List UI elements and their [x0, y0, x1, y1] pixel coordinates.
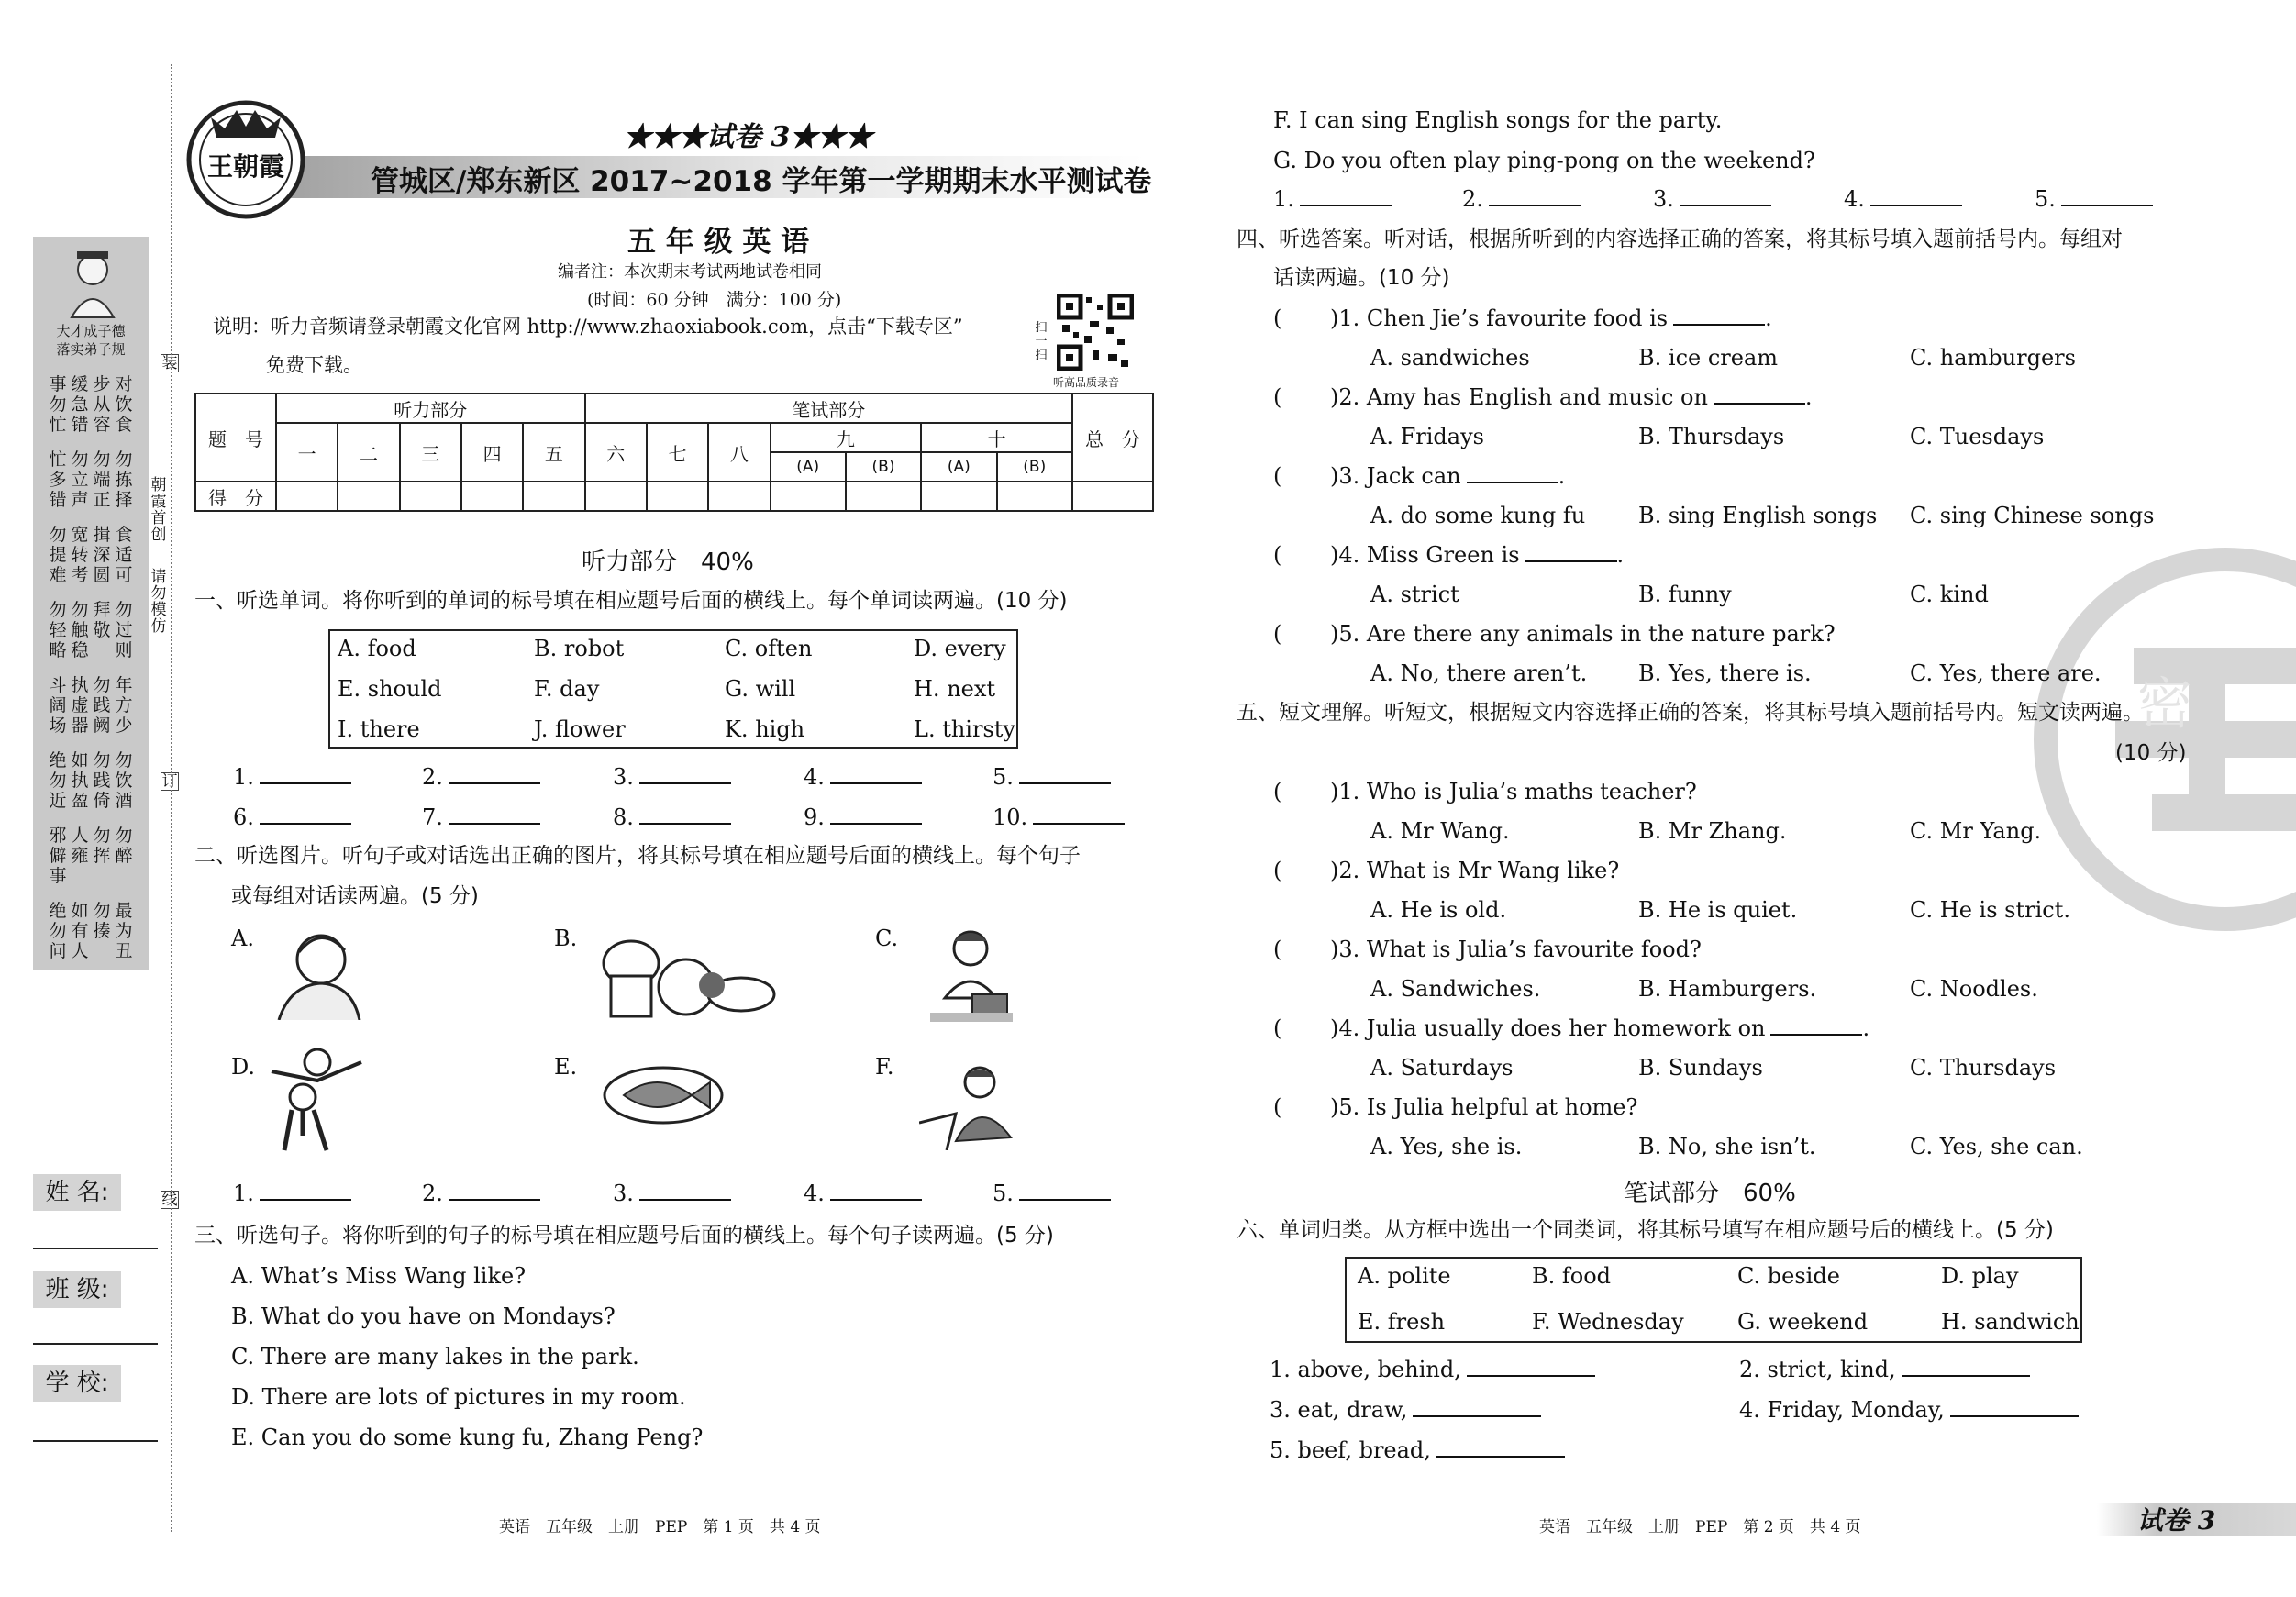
picture-label-c: C.	[875, 926, 899, 951]
part4-option-a[interactable]: A. strict	[1370, 582, 1459, 607]
motto-column: 勿触稳	[71, 600, 89, 660]
col-10b: (B)	[997, 452, 1072, 482]
part3-title: 三、听选句子。将你听到的句子的标号填在相应题号后面的横线上。每个句子读两遍。(5 分)	[194, 1224, 1054, 1248]
qr-caption: 听高品质录音	[1053, 376, 1120, 389]
listening-header: 听力部分	[276, 394, 585, 423]
part1-number: 2.	[422, 764, 443, 790]
part3-option-a: A. What’s Miss Wang like?	[231, 1263, 527, 1289]
part1-answer-item	[613, 804, 731, 831]
part5-paren: (	[1273, 1094, 1282, 1120]
part6-item-3-text: 3. eat, draw,	[1270, 1397, 1408, 1423]
motto-line-1: 大才成子德	[56, 323, 126, 339]
part1-answer-item	[233, 763, 351, 791]
part3-option-f: F. I can sing English songs for the party.	[1273, 107, 1723, 133]
motto-column: 拜敬	[93, 600, 111, 640]
part1-option: J. flower	[534, 716, 626, 742]
part6-answer-4[interactable]	[1950, 1415, 2079, 1417]
picture-label-a: A.	[231, 926, 254, 951]
score-cell[interactable]	[276, 482, 338, 511]
part1-answer-blank[interactable]	[639, 782, 731, 784]
part6-option: G. weekend	[1737, 1309, 1869, 1335]
motto-column: 勿立声	[71, 449, 89, 510]
part1-option: E. should	[338, 676, 442, 702]
part6-option: B. food	[1532, 1263, 1612, 1289]
writing-heading: 笔试部分 60%	[1624, 1180, 1796, 1207]
picture-label-b: B.	[554, 926, 578, 951]
motto-column: 揖深圆	[93, 525, 111, 585]
part4-question-text: )1. Chen Jie’s favourite food is	[1330, 305, 1669, 331]
score-cell[interactable]	[338, 482, 399, 511]
score-cell[interactable]	[921, 482, 996, 511]
part1-answer-blank[interactable]	[449, 823, 540, 825]
binding-mark-ding: 订	[161, 772, 178, 791]
score-cell[interactable]	[585, 482, 647, 511]
footer-right: 英语 五年级 上册 PEP 第 2 页 共 4 页	[1539, 1518, 1861, 1536]
part4-question-period: .	[1804, 384, 1813, 410]
part2-answer-blank[interactable]	[449, 1199, 540, 1201]
part1-number: 4.	[804, 764, 825, 790]
part5-option-a[interactable]: A. He is old.	[1370, 897, 1507, 923]
col-9: 九	[771, 423, 922, 452]
part6-item-4-text: 4. Friday, Monday,	[1739, 1397, 1945, 1423]
part6-item-5-text: 5. beef, bread,	[1270, 1437, 1431, 1463]
picture-dogs-ball	[594, 921, 778, 1020]
part1-answer-blank[interactable]	[830, 823, 922, 825]
part4-option-a[interactable]: A. do some kung fu	[1370, 503, 1586, 528]
part2-item	[422, 1180, 540, 1207]
part5-question-text: )5. Is Julia helpful at home?	[1330, 1094, 1638, 1120]
motto-column: 事勿忙	[49, 374, 67, 435]
col-10: 十	[921, 423, 1072, 452]
instruction-line-2: 免费下载。	[266, 354, 362, 376]
part4-question-text: )3. Jack can	[1330, 463, 1461, 489]
part5-question	[1330, 936, 1702, 963]
motto-column: 勿揍	[93, 901, 111, 941]
part6-answer-3[interactable]	[1413, 1415, 1541, 1417]
name-label: 姓 名:	[33, 1174, 121, 1211]
motto-column: 绝勿近	[49, 750, 67, 811]
part1-answer-item	[804, 804, 922, 831]
part4-option-b[interactable]: B. funny	[1638, 582, 1732, 607]
part4-option-b[interactable]: B. ice cream	[1638, 345, 1779, 371]
picture-boy-climbing	[919, 1059, 1020, 1150]
col-9b: (B)	[846, 452, 921, 482]
part4-question-text: )4. Miss Green is	[1330, 542, 1520, 568]
subject-title: 五 年 级 英 语	[627, 226, 810, 259]
motto-column: 勿饮酒	[115, 750, 133, 811]
motto-column: 人雍	[71, 826, 89, 866]
row-label: 题 号	[195, 394, 276, 482]
part2-number: 5.	[993, 1181, 1014, 1206]
part3-answer-blank[interactable]	[1489, 205, 1581, 206]
part1-number: 6.	[233, 804, 254, 830]
part4-question-blank[interactable]	[1673, 324, 1765, 326]
score-cell[interactable]	[771, 482, 846, 511]
part1-option: H. next	[914, 676, 996, 702]
score-cell[interactable]	[846, 482, 921, 511]
col-8: 八	[708, 423, 770, 482]
score-cell[interactable]	[708, 482, 770, 511]
part2-answer-blank[interactable]	[830, 1199, 922, 1201]
motto-column: 勿践阙	[93, 675, 111, 736]
part6-item-2	[1739, 1356, 2030, 1383]
motto-column: 勿过则	[115, 600, 133, 660]
part1-answer-item	[233, 804, 351, 831]
part5-option-c[interactable]: C. Noodles.	[1910, 976, 2038, 1002]
part6-option: H. sandwich	[1941, 1309, 2080, 1335]
part5-option-c[interactable]: C. He is strict.	[1910, 897, 2070, 923]
part5-question	[1330, 1015, 1869, 1042]
part5-question	[1330, 857, 1619, 884]
part3-item	[1653, 185, 1771, 213]
part6-item-4	[1739, 1396, 2079, 1424]
part1-option: G. will	[725, 676, 796, 702]
motto-column: 勿践倚	[93, 750, 111, 811]
footer-left: 英语 五年级 上册 PEP 第 1 页 共 4 页	[499, 1518, 821, 1536]
part4-paren: (	[1273, 384, 1282, 410]
part5-option-b[interactable]: B. No, she isn’t.	[1638, 1134, 1816, 1159]
part3-item	[1462, 185, 1581, 213]
part1-answer-item	[804, 763, 922, 791]
motto-line-2: 落实弟子规	[56, 341, 126, 358]
part4-option-a[interactable]: A. No, there aren’t.	[1370, 660, 1588, 686]
part1-answer-blank[interactable]	[830, 782, 922, 784]
footer-badge: 试卷 3	[2137, 1505, 2216, 1536]
part5-question-text: )1. Who is Julia’s maths teacher?	[1330, 779, 1697, 804]
part4-option-c[interactable]: C. kind	[1910, 582, 1989, 607]
part5-question-text: )4. Julia usually does her homework on	[1330, 1015, 1766, 1041]
part5-question-period: .	[1862, 1015, 1870, 1041]
score-label: 得 分	[195, 482, 276, 511]
name-field[interactable]	[33, 1248, 158, 1249]
part1-option: K. high	[725, 716, 805, 742]
motto-column: 最为丑	[115, 901, 133, 961]
binding-mark-zhuang: 装	[161, 354, 178, 372]
part6-item-1	[1270, 1356, 1595, 1383]
part6-option: A. polite	[1358, 1263, 1451, 1289]
motto-column: 缓急错	[71, 374, 89, 435]
part1-answer-item	[993, 804, 1125, 831]
part3-option-d: D. There are lots of pictures in my room.	[231, 1384, 686, 1410]
part4-question	[1330, 462, 1565, 490]
score-cell[interactable]	[400, 482, 461, 511]
part6-option: D. play	[1941, 1263, 2019, 1289]
part3-number: 4.	[1844, 186, 1865, 212]
part6-option: E. fresh	[1358, 1309, 1446, 1335]
part1-option: F. day	[534, 676, 600, 702]
qr-code[interactable]	[1057, 294, 1134, 371]
part4-title-1: 四、听选答案。听对话，根据所听到的内容选择正确的答案，将其标号填入题前括号内。每组对	[1237, 227, 2123, 251]
part3-number: 3.	[1653, 186, 1674, 212]
school-label: 学 校:	[33, 1365, 121, 1402]
part4-option-a[interactable]: A. Fridays	[1370, 424, 1484, 449]
part5-option-b[interactable]: B. Hamburgers.	[1638, 976, 1817, 1002]
part2-item	[804, 1180, 922, 1207]
score-cell[interactable]	[523, 482, 584, 511]
motto-column: 宽转考	[71, 525, 89, 585]
col-6: 六	[585, 423, 647, 482]
part2-number: 4.	[804, 1181, 825, 1206]
part1-answer-blank[interactable]	[260, 823, 351, 825]
motto-column: 步从容	[93, 374, 111, 435]
part1-number: 9.	[804, 804, 825, 830]
part1-title: 一、听选单词。将你听到的单词的标号填在相应题号后面的横线上。每个单词读两遍。(10 分)	[194, 589, 1068, 613]
part1-number: 8.	[613, 804, 634, 830]
qr-side-label: 扫一扫	[1035, 321, 1048, 362]
col-4: 四	[461, 423, 523, 482]
part3-option-b: B. What do you have on Mondays?	[231, 1303, 616, 1329]
motto-column: 年方少	[115, 675, 133, 736]
part3-answer-blank[interactable]	[1680, 205, 1771, 206]
part1-answer-blank[interactable]	[639, 823, 731, 825]
part6-item-1-text: 1. above, behind,	[1270, 1357, 1461, 1382]
scholar-illustration	[53, 246, 132, 319]
part4-question-blank[interactable]	[1525, 560, 1617, 562]
binding-vertical-2: 请勿模仿	[150, 568, 167, 636]
part5-question	[1330, 1093, 1637, 1121]
part4-option-c[interactable]: C. Tuesdays	[1910, 424, 2045, 449]
part4-option-c[interactable]: C. Yes, there are.	[1910, 660, 2102, 686]
part2-answer-blank[interactable]	[260, 1199, 351, 1201]
part5-paren: (	[1273, 779, 1282, 804]
motto-column: 绝勿问	[49, 901, 67, 961]
part1-answer-blank[interactable]	[449, 782, 540, 784]
part6-answer-5[interactable]	[1436, 1456, 1565, 1458]
part4-paren: (	[1273, 305, 1282, 331]
motto-column: 如有人	[71, 901, 89, 961]
part1-answer-item	[422, 763, 540, 791]
part4-question-text: )5. Are there any animals in the nature park?	[1330, 621, 1836, 647]
part5-score: (10 分)	[2115, 741, 2187, 765]
col-2: 二	[338, 423, 399, 482]
part4-question-period: .	[1558, 463, 1566, 489]
part4-option-b[interactable]: B. sing English songs	[1638, 503, 1878, 528]
part2-answer-blank[interactable]	[639, 1199, 731, 1201]
part6-option: C. beside	[1737, 1263, 1840, 1289]
part4-question	[1330, 620, 1836, 648]
part3-answer-blank[interactable]	[2061, 205, 2153, 206]
part3-option-c: C. There are many lakes in the park.	[231, 1344, 639, 1370]
col-1: 一	[276, 423, 338, 482]
motto-column: 勿拣择	[115, 449, 133, 510]
part4-question	[1330, 383, 1813, 411]
part1-number: 3.	[613, 764, 634, 790]
motto-column: 执虚器	[71, 675, 89, 736]
part5-option-c[interactable]: C. Mr Yang.	[1910, 818, 2042, 844]
score-cell[interactable]	[647, 482, 708, 511]
paper-badge: ★★★试卷 3★★★	[624, 121, 873, 153]
part5-paren: (	[1273, 858, 1282, 883]
part5-title: 五、短文理解。听短文，根据短文内容选择正确的答案，将其标号填入题前括号内。短文读两遍。	[1237, 701, 2144, 725]
part5-option-b[interactable]: B. He is quiet.	[1638, 897, 1798, 923]
part4-title-2: 话读两遍。(10 分)	[1273, 266, 1450, 290]
part1-option: I. there	[338, 716, 420, 742]
picture-label-f: F.	[875, 1054, 894, 1080]
watermark-text: 密	[2137, 672, 2192, 737]
motto-column: 勿挥	[93, 826, 111, 866]
exam-title: 管城区/郑东新区 2017~2018 学年第一学期期末水平测试卷	[371, 165, 1152, 198]
part1-option: A. food	[338, 636, 416, 661]
part4-question	[1330, 541, 1624, 569]
picture-kung-fu	[266, 1044, 367, 1154]
binding-dashed-line	[171, 64, 172, 1532]
part3-option-g: G. Do you often play ping-pong on the weekend?	[1273, 148, 1815, 173]
part5-paren: (	[1273, 937, 1282, 962]
col-3: 三	[400, 423, 461, 482]
score-cell[interactable]	[461, 482, 523, 511]
part5-paren: (	[1273, 1015, 1282, 1041]
motto-column: 食适可	[115, 525, 133, 585]
part1-number: 7.	[422, 804, 443, 830]
col-5: 五	[523, 423, 584, 482]
editor-note: 编者注：本次期末考试两地试卷相同	[558, 262, 822, 282]
part4-option-b[interactable]: B. Yes, there is.	[1638, 660, 1812, 686]
part5-option-b[interactable]: B. Sundays	[1638, 1055, 1763, 1081]
part4-paren: (	[1273, 621, 1282, 647]
part2-answer-blank[interactable]	[1019, 1199, 1111, 1201]
part4-question-period: .	[1616, 542, 1625, 568]
motto-column: 斗阔场	[49, 675, 67, 736]
part1-option: L. thirsty	[914, 716, 1015, 742]
part1-answer-blank[interactable]	[1033, 823, 1125, 825]
picture-old-man	[272, 925, 363, 1020]
part5-question-blank[interactable]	[1770, 1034, 1862, 1036]
motto-column: 勿端正	[93, 449, 111, 510]
part3-answer-blank[interactable]	[1870, 205, 1962, 206]
picture-boy-writing	[930, 925, 1013, 1022]
part5-option-c[interactable]: C. Thursdays	[1910, 1055, 2057, 1081]
instruction-line-1: 说明：听力音频请登录朝霞文化官网 http://www.zhaoxiabook.com，点击“下载专区”	[213, 316, 963, 338]
part5-question-text: )2. What is Mr Wang like?	[1330, 858, 1620, 883]
part2-item	[993, 1180, 1111, 1207]
part4-question-period: .	[1765, 305, 1772, 331]
part2-item	[233, 1180, 351, 1207]
motto-column: 勿轻略	[49, 600, 67, 660]
part2-item	[613, 1180, 731, 1207]
motto-column: 对饮食	[115, 374, 133, 435]
part3-number: 5.	[2035, 186, 2056, 212]
part4-question-text: )2. Amy has English and music on	[1330, 384, 1708, 410]
picture-label-e: E.	[554, 1054, 578, 1080]
part3-option-e: E. Can you do some kung fu, Zhang Peng?	[231, 1425, 704, 1450]
class-label: 班 级:	[33, 1271, 121, 1308]
score-cell[interactable]	[1072, 482, 1153, 511]
part4-option-c[interactable]: C. hamburgers	[1910, 345, 2076, 371]
part4-question-blank[interactable]	[1467, 482, 1558, 483]
binding-vertical-1: 朝霞首创	[150, 476, 167, 544]
part6-answer-2[interactable]	[1902, 1375, 2030, 1377]
part1-answer-blank[interactable]	[260, 782, 351, 784]
picture-label-d: D.	[231, 1054, 256, 1080]
part5-option-a[interactable]: A. Saturdays	[1370, 1055, 1514, 1081]
part1-number: 10.	[993, 804, 1028, 830]
part1-option: B. robot	[534, 636, 625, 661]
col-7: 七	[647, 423, 708, 482]
score-table	[194, 393, 1154, 512]
school-field[interactable]	[33, 1440, 158, 1442]
part4-option-c[interactable]: C. sing Chinese songs	[1910, 503, 2155, 528]
time-score: (时间：60 分钟 满分：100 分)	[587, 290, 842, 310]
part1-option: D. every	[914, 636, 1006, 661]
motto-column: 忙多错	[49, 449, 67, 510]
listening-heading: 听力部分 40%	[582, 549, 754, 576]
part6-answer-1[interactable]	[1467, 1375, 1595, 1377]
motto-column: 邪僻事	[49, 826, 67, 886]
part2-number: 2.	[422, 1181, 443, 1206]
part4-option-b[interactable]: B. Thursdays	[1638, 424, 1785, 449]
part5-option-a[interactable]: A. Sandwiches.	[1370, 976, 1541, 1002]
part5-option-c[interactable]: C. Yes, she can.	[1910, 1134, 2083, 1159]
score-cell[interactable]	[997, 482, 1072, 511]
class-field[interactable]	[33, 1343, 158, 1345]
part1-answer-item	[993, 763, 1111, 791]
part1-answer-blank[interactable]	[1019, 782, 1111, 784]
part1-number: 1.	[233, 764, 254, 790]
motto-column: 勿醉	[115, 826, 133, 866]
part3-item	[1844, 185, 1962, 213]
part4-paren: (	[1273, 463, 1282, 489]
writing-header: 笔试部分	[585, 394, 1072, 423]
part3-number: 2.	[1462, 186, 1483, 212]
part5-option-a[interactable]: A. Yes, she is.	[1370, 1134, 1523, 1159]
motto-column: 如执盈	[71, 750, 89, 811]
part3-answer-blank[interactable]	[1300, 205, 1392, 206]
part4-question-blank[interactable]	[1714, 403, 1805, 405]
part1-answer-item	[613, 763, 731, 791]
part1-answer-item	[422, 804, 540, 831]
part1-option: C. often	[725, 636, 813, 661]
part3-item	[2035, 185, 2153, 213]
part6-title: 六、单词归类。从方框中选出一个同类词，将其标号填写在相应题号后的横线上。(5 分)	[1237, 1218, 2054, 1242]
total-header: 总 分	[1072, 394, 1153, 482]
part6-item-2-text: 2. strict, kind,	[1739, 1357, 1896, 1382]
part2-title-1: 二、听选图片。听句子或对话选出正确的图片，将其标号填在相应题号后面的横线上。每个句子	[194, 844, 1081, 868]
part2-number: 1.	[233, 1181, 254, 1206]
part4-paren: (	[1273, 542, 1282, 568]
part2-number: 3.	[613, 1181, 634, 1206]
col-9a: (A)	[771, 452, 846, 482]
binding-mark-xian: 线	[161, 1191, 178, 1209]
motto-column: 勿提难	[49, 525, 67, 585]
part3-item	[1273, 185, 1392, 213]
picture-fish-plate	[602, 1055, 725, 1128]
part5-question-text: )3. What is Julia’s favourite food?	[1330, 937, 1702, 962]
part2-title-2: 或每组对话读两遍。(5 分)	[231, 884, 479, 908]
part1-number: 5.	[993, 764, 1014, 790]
col-10a: (A)	[921, 452, 996, 482]
part5-option-a[interactable]: A. Mr Wang.	[1370, 818, 1510, 844]
part5-option-b[interactable]: B. Mr Zhang.	[1638, 818, 1787, 844]
part4-option-a[interactable]: A. sandwiches	[1370, 345, 1530, 371]
logo-text: 王朝霞	[206, 151, 284, 182]
part6-option: F. Wednesday	[1532, 1309, 1684, 1335]
part6-item-3	[1270, 1396, 1541, 1424]
part6-item-5	[1270, 1436, 1565, 1464]
part3-number: 1.	[1273, 186, 1294, 212]
part4-question	[1330, 305, 1772, 332]
part5-question	[1330, 778, 1697, 805]
